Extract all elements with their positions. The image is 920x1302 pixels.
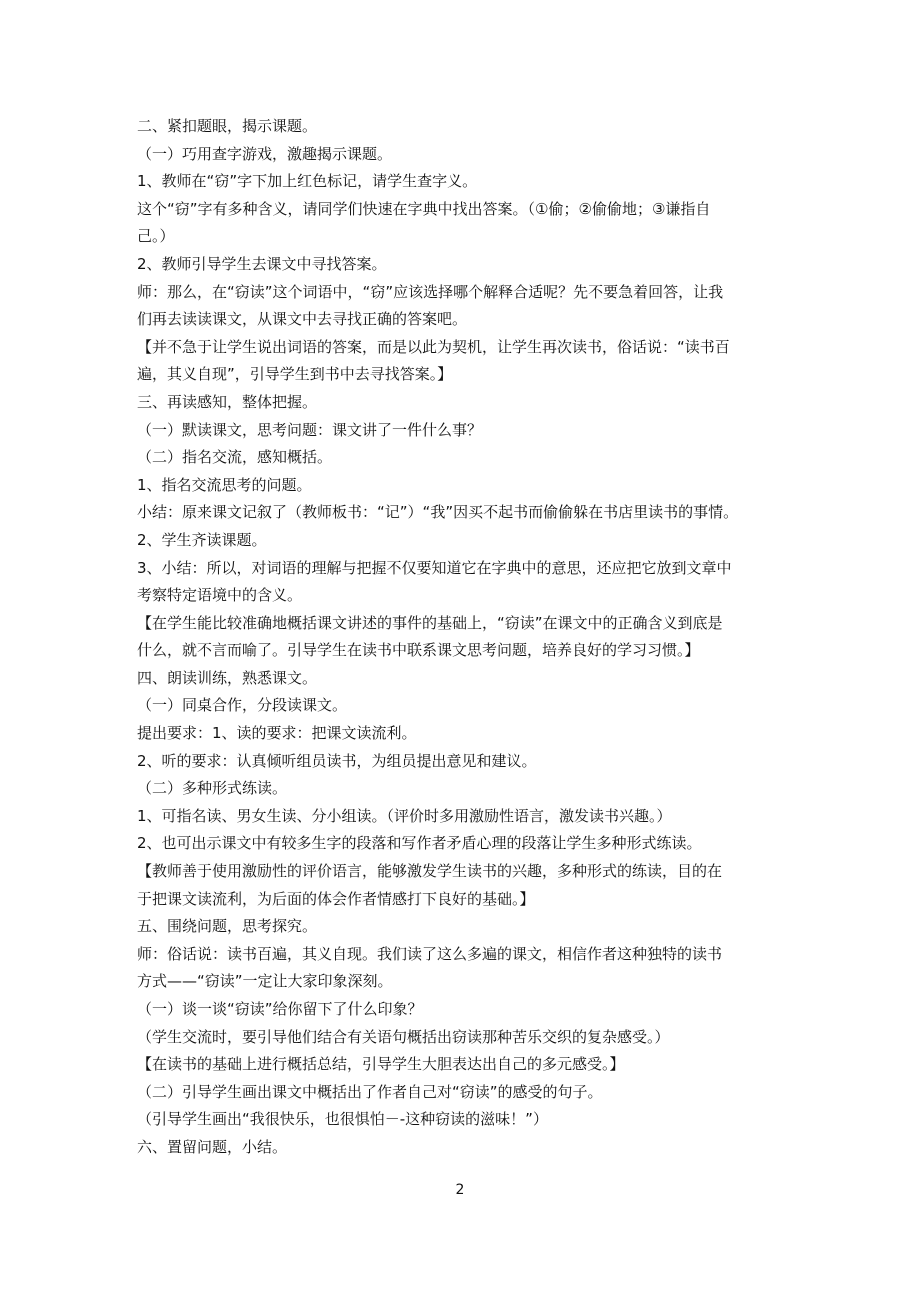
- text-line: 3、小结：所以，对词语的理解与把握不仅要知道它在字典中的意思，还应把它放到文章中: [137, 558, 732, 577]
- text-line: （二）多种形式练读。: [137, 779, 288, 798]
- text-line: 考察特定语境中的含义。: [137, 586, 303, 605]
- text-line: 提出要求：1、读的要求：把课文读流利。: [137, 724, 417, 743]
- text-line: （一）同桌合作，分段读课文。: [137, 696, 348, 715]
- text-line: 二、紧扣题眼，揭示课题。: [137, 117, 318, 135]
- text-line: 六、置留问题，小结。: [137, 1137, 288, 1156]
- text-line: 师：那么，在“窃读”这个词语中，“窃”应该选择哪个解释合适呢？先不要急着回答，让我: [137, 282, 724, 301]
- text-line: 2、听的要求：认真倾听组员读书，为组员提出意见和建议。: [137, 751, 537, 770]
- text-line: 于把课文读流利，为后面的体会作者情感打下良好的基础。】: [137, 889, 535, 908]
- text-line: 1、教师在“窃”字下加上红色标记，请学生查字义。: [137, 172, 478, 191]
- text-line: 【并不急于让学生说出词语的答案，而是以此为契机，让学生再次读书，俗话说：“读书百: [137, 337, 730, 356]
- text-line: 遍，其义自现”，引导学生到书中去寻找答案。】: [137, 365, 453, 384]
- text-line: 2、学生齐读课题。: [137, 530, 267, 549]
- page-number: 2: [455, 1182, 465, 1198]
- text-line: 这个“窃”字有多种含义，请同学们快速在字典中找出答案。（①偷；②偷偷地；③谦指自: [137, 199, 711, 218]
- text-line: 【教师善于使用激励性的评价语言，能够激发学生读书的兴趣，多种形式的练读，目的在: [137, 862, 723, 881]
- text-line: 们再去读读课文，从课文中去寻找正确的答案吧。: [137, 310, 468, 329]
- text-line: 1、指名交流思考的问题。: [137, 475, 312, 494]
- text-line: （一）谈一谈“窃读”给你留下了什么印象？: [137, 1000, 423, 1018]
- text-line: （二）指名交流，感知概括。: [137, 448, 333, 467]
- text-line: （二）引导学生画出课文中概括出了作者自己对“窃读”的感受的句子。: [137, 1082, 603, 1101]
- text-line: （一）巧用查字游戏，激趣揭示课题。: [137, 144, 393, 163]
- text-line: 方式——“窃读”一定让大家印象深刻。: [137, 972, 393, 991]
- text-line: 四、朗读训练，熟悉课文。: [137, 668, 318, 687]
- text-line: （学生交流时，要引导他们结合有关语句概括出窃读那种苦乐交织的复杂感受。）: [137, 1027, 670, 1046]
- text-line: （引导学生画出“我很快乐，也很惧怕－-这种窃读的滋味！”）: [137, 1110, 548, 1129]
- text-line: 1、可指名读、男女生读、分小组读。（评价时多用激励性语言，激发读书兴趣。）: [137, 806, 672, 825]
- text-line: 【在学生能比较准确地概括课文讲述的事件的基础上，“窃读”在课文中的正确含义到底是: [137, 613, 723, 632]
- document-body: [137, 113, 797, 1162]
- text-line: 2、教师引导学生去课文中寻找答案。: [137, 254, 387, 273]
- text-line: 五、围绕问题，思考探究。: [137, 917, 318, 936]
- text-line: 三、再读感知，整体把握。: [137, 392, 318, 411]
- text-line: 【在读书的基础上进行概括总结，引导学生大胆表达出自己的多元感受。】: [137, 1055, 625, 1074]
- text-line: 己。）: [137, 227, 175, 246]
- text-line: 师：俗话说：读书百遍，其义自现。我们读了这么多遍的课文，相信作者这种独特的读书: [137, 944, 723, 963]
- text-line: 小结：原来课文记叙了（教师板书：“记”）“我”因买不起书而偷偷躲在书店里读书的事情。: [137, 503, 739, 522]
- text-line: 2、也可出示课文中有较多生字的段落和写作者矛盾心理的段落让学生多种形式练读。: [137, 834, 702, 853]
- text-line: （一）默读课文，思考问题：课文讲了一件什么事？: [137, 420, 483, 439]
- text-line: 什么，就不言而喻了。引导学生在读书中联系课文思考问题，培养良好的学习习惯。】: [137, 641, 700, 660]
